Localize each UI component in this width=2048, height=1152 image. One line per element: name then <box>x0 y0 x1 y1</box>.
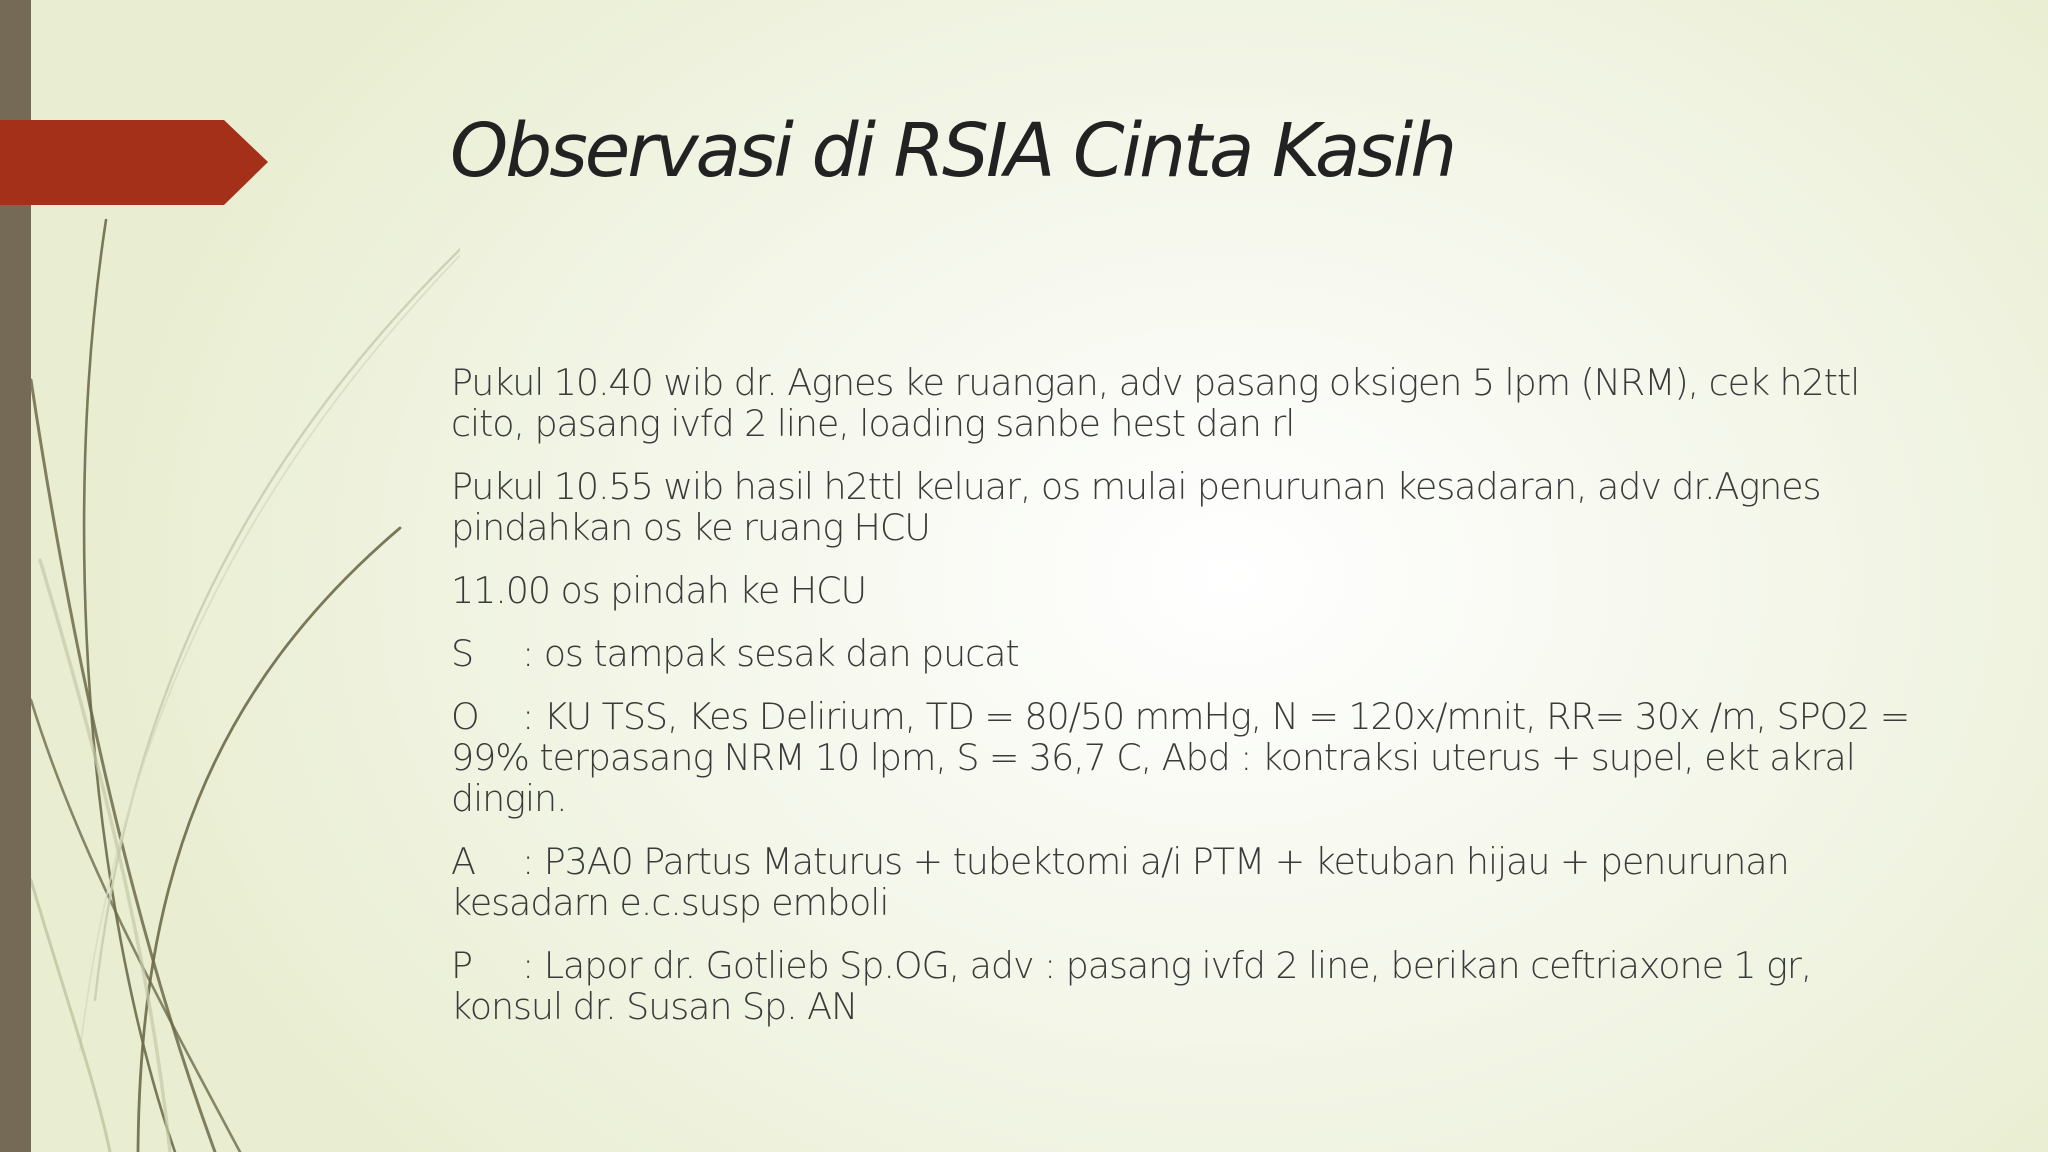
text-line <box>451 633 1911 674</box>
slide-body <box>451 362 1911 1049</box>
paragraph-pindah-hcu <box>451 570 1911 611</box>
paragraph-plan <box>451 945 1911 1027</box>
paragraph-assessment <box>451 841 1911 923</box>
soap-label-p: P <box>451 944 472 987</box>
paragraph-subjective <box>451 633 1911 674</box>
soap-text-s: : os tampak sesak dan pucat <box>522 632 1019 675</box>
text-line: kesadarn e.c.susp emboli <box>451 881 889 924</box>
text-line <box>451 841 1911 882</box>
soap-text-a: : P3A0 Partus Maturus + tubektomi a/i PTM + ketuban hijau + penurunan <box>522 840 1789 883</box>
text-line: 11.00 os pindah ke HCU <box>451 569 867 612</box>
text-line: dingin. <box>451 777 567 820</box>
title-arrow-shape <box>0 120 268 205</box>
text-line: Pukul 10.40 wib dr. Agnes ke ruangan, adv pasang oksigen 5 lpm (NRM), cek h2ttl <box>451 361 1860 404</box>
soap-label-a: A <box>451 840 475 883</box>
text-line: pindahkan os ke ruang HCU <box>451 506 930 549</box>
text-line: konsul dr. Susan Sp. AN <box>451 985 858 1028</box>
text-line <box>451 696 1911 737</box>
text-line: cito, pasang ivfd 2 line, loading sanbe hest dan rl <box>451 402 1295 445</box>
paragraph-pukul-1040 <box>451 362 1911 444</box>
soap-label-o: O <box>451 695 479 738</box>
text-line: Pukul 10.55 wib hasil h2ttl keluar, os mulai penurunan kesadaran, adv dr.Agnes <box>451 465 1821 508</box>
soap-text-p: : Lapor dr. Gotlieb Sp.OG, adv : pasang ivfd 2 line, berikan ceftriaxone 1 gr, <box>522 944 1812 987</box>
soap-label-s: S <box>451 632 474 675</box>
text-line: 99% terpasang NRM 10 lpm, S = 36,7 C, Abd : kontraksi uterus + supel, ekt akral <box>451 736 1855 779</box>
slide-title: Observasi di RSIA Cinta Kasih <box>450 108 1455 194</box>
paragraph-pukul-1055 <box>451 466 1911 548</box>
paragraph-objective <box>451 696 1911 819</box>
soap-text-o: : KU TSS, Kes Delirium, TD = 80/50 mmHg, N = 120x/mnit, RR= 30x /m, SPO2 = <box>522 695 1910 738</box>
text-line <box>451 945 1911 986</box>
